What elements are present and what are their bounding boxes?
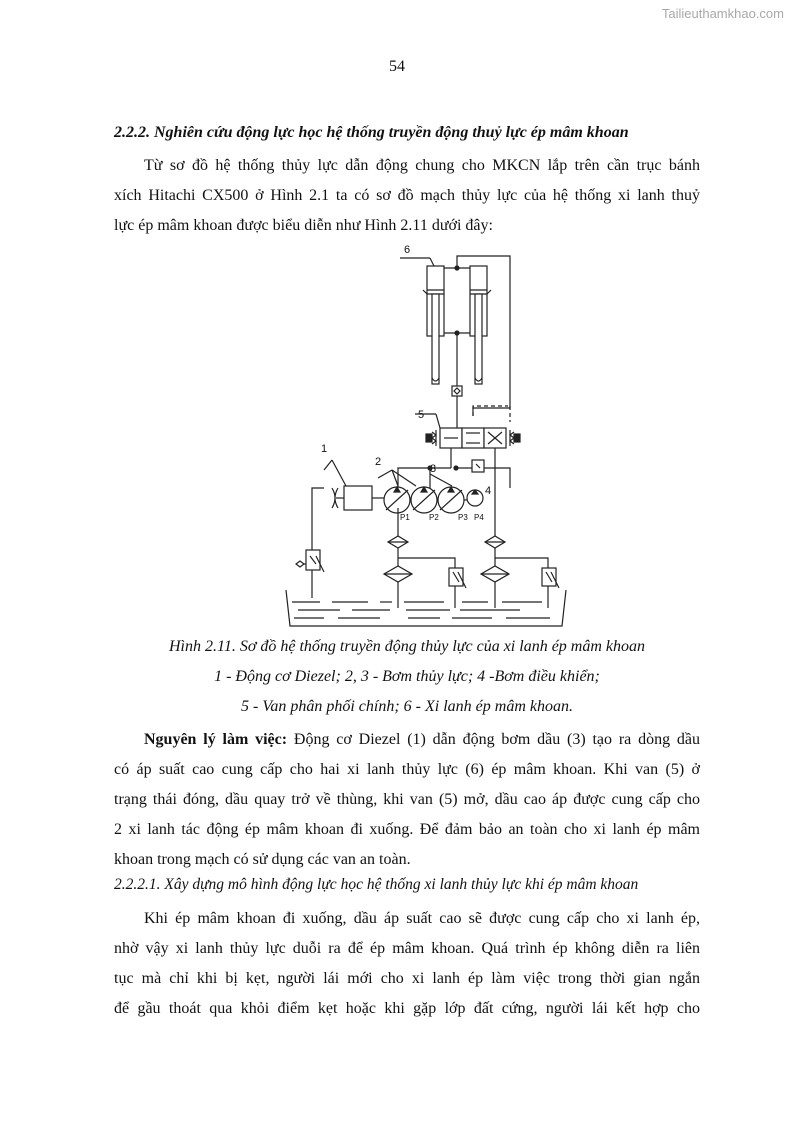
label-2: 2	[375, 456, 382, 468]
section-title: 2.2.2. Nghiên cứu động lực học hệ thống truyền động thuỷ lực ép mâm khoan	[114, 124, 629, 141]
subsection-title: 2.2.2.1. Xây dựng mô hình động lực học hệ thống xi lanh thủy lực khi ép mâm khoan	[114, 876, 639, 893]
intro-line: Từ sơ đồ hệ thống thủy lực dẫn động chung cho MKCN lắp trên cần trục bánh	[144, 157, 700, 174]
figure-legend-1: 1 - Động cơ Diezel; 2, 3 - Bơm thủy lực; 4 -Bơm điều khiển;	[214, 668, 600, 685]
filters	[384, 508, 559, 608]
label-6: 6	[404, 244, 411, 256]
principle-line	[114, 725, 700, 755]
final-line: tục mà chỉ khi bị kẹt, người lái mới cho xi lanh ép làm việc trong thời gian ngắn	[114, 970, 700, 987]
label-p1: P1	[400, 513, 410, 522]
press-cylinders	[400, 256, 510, 428]
label-5: 5	[418, 409, 425, 421]
figure-caption: Hình 2.11. Sơ đồ hệ thống truyền động thủy lực của xi lanh ép mâm khoan	[169, 638, 645, 655]
intro-paragraph	[114, 151, 700, 241]
final-line: để gầu thoát qua khỏi điểm kẹt hoặc khi gặp lớp đất cứng, người lái kết hợp cho	[114, 1000, 700, 1017]
figure-legend-2: 5 - Van phân phối chính; 6 - Xi lanh ép mâm khoan.	[241, 698, 573, 715]
label-4: 4	[485, 485, 492, 497]
intro-line: xích Hitachi CX500 ở Hình 2.1 ta có sơ đồ mạch thủy lực của hệ thống xi lanh thuỷ	[114, 187, 700, 204]
principle-first-line: Động cơ Diezel (1) dẫn động bơm dầu (3) tạo ra dòng dầu	[287, 731, 700, 748]
principle-paragraph	[114, 725, 700, 875]
oil-tank	[286, 590, 566, 626]
principle-line: trạng thái đóng, dầu quay trở về thùng, khi van (5) mở, dầu cao áp được cung cấp cho	[114, 791, 700, 808]
final-line: Khi ép mâm khoan đi xuống, dầu áp suất cao sẽ được cung cấp cho xi lanh ép,	[144, 910, 700, 927]
label-p4: P4	[474, 513, 484, 522]
main-valve	[415, 414, 520, 448]
principle-line: 2 xi lanh tác động ép mâm khoan đi xuống. Để đảm bảo an toàn cho xi lanh ép mâm	[114, 821, 700, 838]
principle-line: có áp suất cao cung cấp cho hai xi lanh thủy lực (6) ép mâm khoan. Khi van (5) ở	[114, 761, 700, 778]
watermark: Tailieuthamkhao.com	[661, 6, 784, 21]
left-relief-valve	[296, 488, 324, 598]
intro-line: lực ép mâm khoan được biểu diễn như Hình 2.11 dưới đây:	[114, 217, 493, 234]
hydraulic-circuit-diagram	[280, 238, 570, 630]
final-paragraph	[114, 904, 700, 1024]
label-1: 1	[321, 443, 328, 455]
label-p2: P2	[429, 513, 439, 522]
final-line: nhờ vậy xi lanh thủy lực duỗi ra để ép mâm khoan. Quá trình ép không diễn ra liên	[114, 940, 700, 957]
label-3: 3	[430, 463, 437, 475]
principle-label: Nguyên lý làm việc:	[144, 731, 288, 748]
label-p3: P3	[458, 513, 468, 522]
page-number: 54	[389, 58, 405, 75]
principle-line: khoan trong mạch có sử dụng các van an toàn.	[114, 851, 411, 868]
